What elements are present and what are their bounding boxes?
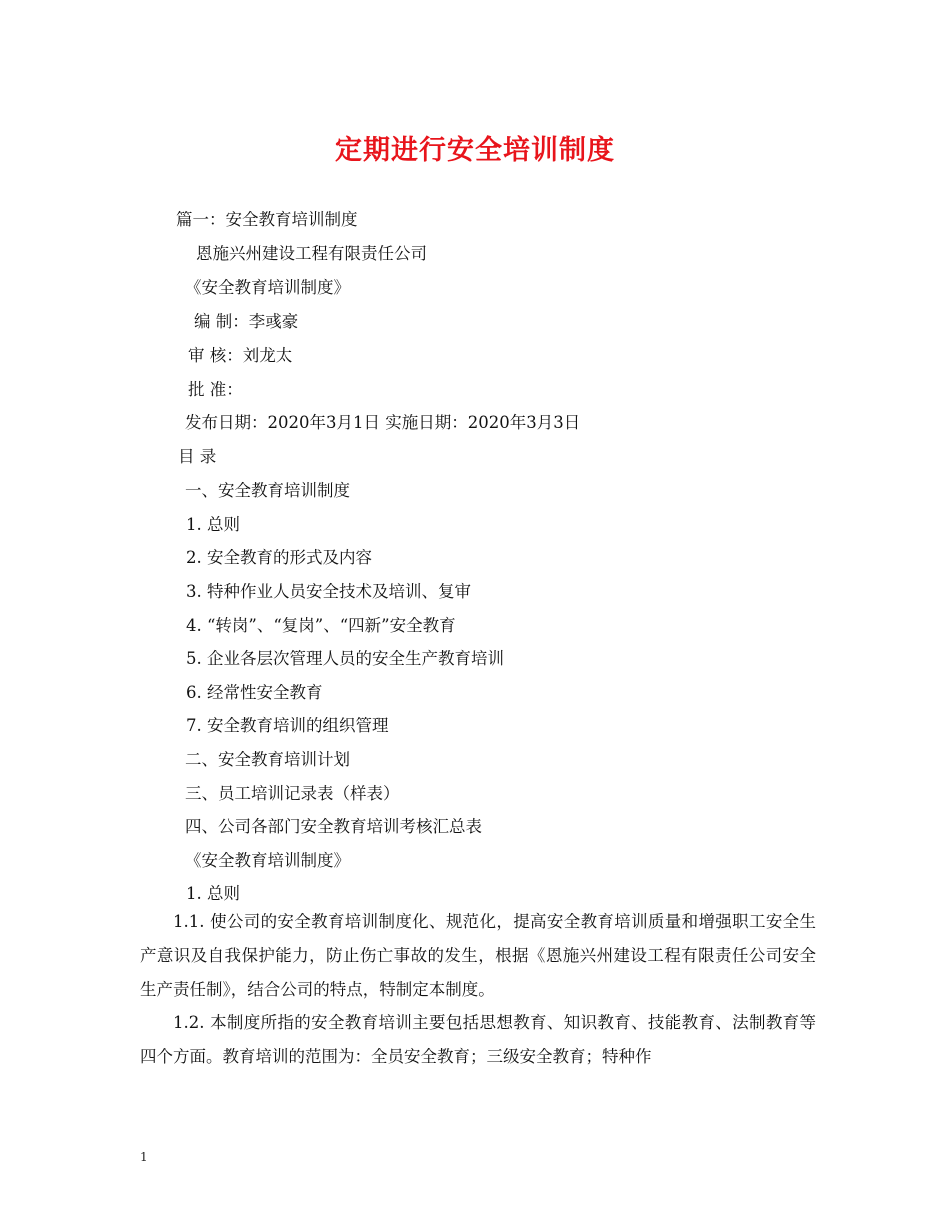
compiler-line: 编 制：李彧豪 [194,312,299,331]
toc-item: 四、公司各部门安全教育培训考核汇总表 [185,817,482,836]
toc-item: 7. 安全教育培训的组织管理 [186,716,389,735]
toc-item: 4. “转岗”、“复岗”、“四新”安全教育 [186,616,456,635]
page-number: 1 [140,1150,148,1164]
toc-item: 三、员工培训记录表（样表） [185,784,400,803]
toc-item: 2. 安全教育的形式及内容 [186,548,372,567]
toc-heading: 目 录 [178,447,217,466]
body-section-heading: 1. 总则 [186,884,240,903]
toc-item: 5. 企业各层次管理人员的安全生产教育培训 [186,649,504,668]
document-title: 定期进行安全培训制度 [335,135,615,166]
document-name: 《安全教育培训制度》 [185,278,350,297]
toc-item: 一、安全教育培训制度 [185,481,350,500]
date-line: 发布日期：2020年3月1日 实施日期：2020年3月3日 [185,413,581,432]
body-paragraph: 1.1. 使公司的安全教育培训制度化、规范化，提高安全教育培训质量和增强职工安全生产意识及自我保护能力，防止伤亡事故的发生，根据《恩施兴州建设工程有限责任公司安全生产责任制》，结合公司的特点，特制定本制度。 [140,912,816,999]
reviewer-line: 审 核：刘龙太 [188,346,293,365]
body-subtitle: 《安全教育培训制度》 [185,851,350,870]
toc-item: 6. 经常性安全教育 [186,683,323,702]
section-heading-part1: 篇一：安全教育培训制度 [176,210,358,229]
company-name: 恩施兴州建设工程有限责任公司 [196,244,427,263]
toc-item: 3. 特种作业人员安全技术及培训、复审 [186,582,471,601]
body-paragraph: 1.2. 本制度所指的安全教育培训主要包括思想教育、知识教育、技能教育、法制教育等四个方面。教育培训的范围为：全员安全教育；三级安全教育；特种作 [140,1013,816,1066]
toc-item: 二、安全教育培训计划 [185,750,350,769]
approver-line: 批 准： [188,380,243,399]
toc-item: 1. 总则 [186,515,240,534]
